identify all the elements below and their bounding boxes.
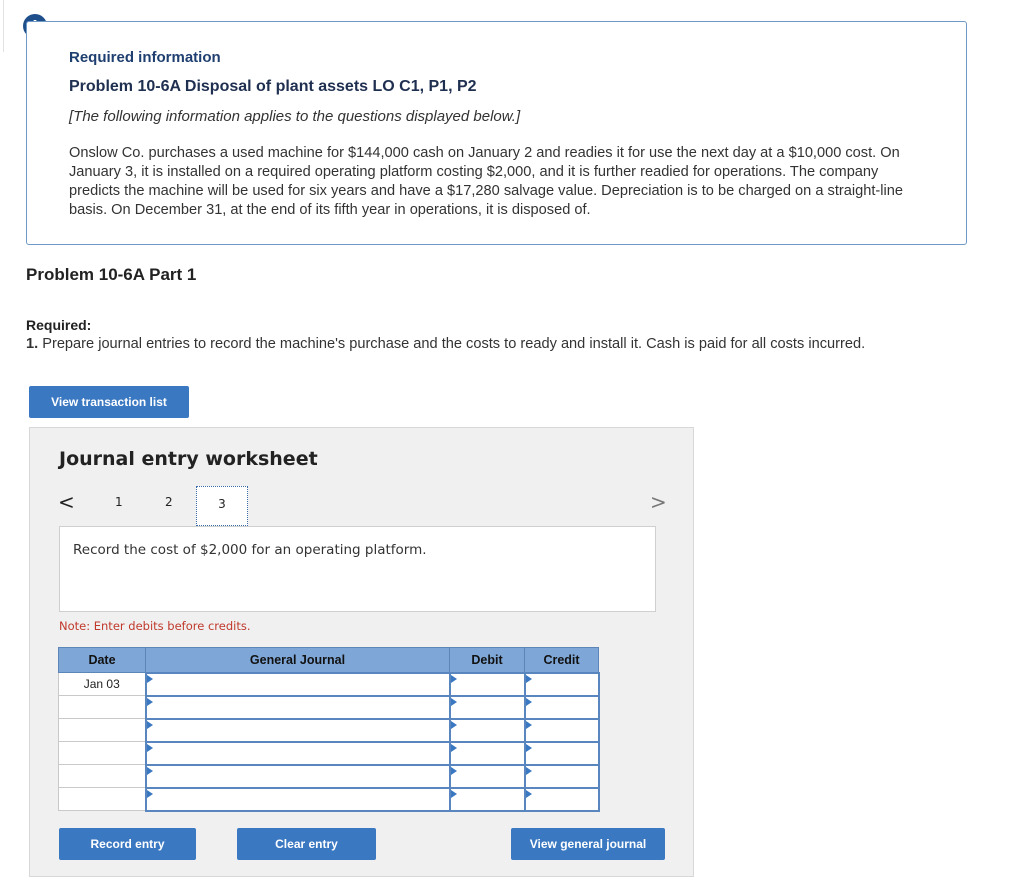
account-input[interactable] [146, 673, 450, 696]
journal-table [58, 647, 600, 812]
date-cell [59, 788, 146, 811]
journal-header-row [59, 648, 599, 673]
general-journal-column-header: General Journal [146, 648, 450, 673]
next-chevron-icon[interactable]: > [650, 490, 667, 514]
date-cell [59, 742, 146, 765]
record-entry-button[interactable]: Record entry [59, 828, 196, 860]
debit-input[interactable] [450, 788, 525, 811]
credit-column-header: Credit [525, 648, 599, 673]
date-cell [59, 765, 146, 788]
worksheet-page-3-current[interactable]: 3 [196, 486, 248, 526]
table-row [59, 742, 599, 765]
date-column-header: Date [59, 648, 146, 673]
required-label: Required: [26, 317, 92, 333]
required-instruction-text: Prepare journal entries to record the machine's purchase and the costs to ready and install it. Cash is paid for all costs incurred. [38, 336, 866, 352]
date-cell [59, 696, 146, 719]
previous-chevron-icon[interactable]: < [58, 490, 75, 514]
debit-input[interactable] [450, 696, 525, 719]
debit-input[interactable] [450, 742, 525, 765]
credit-input[interactable] [525, 765, 599, 788]
credit-input[interactable] [525, 673, 599, 696]
date-cell [59, 719, 146, 742]
worksheet-page-1[interactable]: 1 [115, 495, 123, 509]
credit-input[interactable] [525, 788, 599, 811]
view-transaction-list-button[interactable]: View transaction list [29, 386, 189, 418]
table-row [59, 788, 599, 811]
problem-description: Onslow Co. purchases a used machine for $144,000 cash on January 2 and readies it for use the next day at a $10,000 cost. On January 3, it is installed on a required operating platform costing $2,000, and it is further readied for operations. The company predicts the machine will be used for six years and have a $17,280 salvage value. Depreciation is to be charged on a straight-line basis. On December 31, at the end of its fifth year in operations, it is disposed of. [69, 145, 903, 218]
table-row [59, 696, 599, 719]
journal-entry-worksheet [29, 427, 694, 877]
worksheet-page-2[interactable]: 2 [165, 495, 173, 509]
table-row [59, 765, 599, 788]
required-number: 1. [26, 336, 39, 352]
table-row [59, 719, 599, 742]
worksheet-title: Journal entry worksheet [59, 448, 318, 470]
debit-input[interactable] [450, 765, 525, 788]
debit-input[interactable] [450, 719, 525, 742]
problem-title: Problem 10-6A Disposal of plant assets LO C1, P1, P2 [69, 78, 477, 95]
left-edge-divider [0, 0, 4, 52]
account-input[interactable] [146, 696, 450, 719]
account-input[interactable] [146, 765, 450, 788]
debit-input[interactable] [450, 673, 525, 696]
debits-before-credits-note: Note: Enter debits before credits. [59, 619, 251, 633]
table-row [59, 673, 599, 696]
applies-note: [The following information applies to the questions displayed below.] [69, 108, 521, 125]
date-cell: Jan 03 [59, 673, 146, 696]
account-input[interactable] [146, 788, 450, 811]
account-input[interactable] [146, 742, 450, 765]
record-instruction-text: Record the cost of $2,000 for an operating platform. [73, 542, 427, 558]
required-information-heading: Required information [69, 49, 221, 66]
clear-entry-button[interactable]: Clear entry [237, 828, 376, 860]
part-title: Problem 10-6A Part 1 [26, 265, 197, 284]
credit-input[interactable] [525, 719, 599, 742]
required-information-panel [26, 21, 967, 245]
required-instruction [26, 336, 865, 352]
account-input[interactable] [146, 719, 450, 742]
credit-input[interactable] [525, 742, 599, 765]
debit-column-header: Debit [450, 648, 525, 673]
view-general-journal-button[interactable]: View general journal [511, 828, 665, 860]
credit-input[interactable] [525, 696, 599, 719]
record-instruction-box [59, 526, 656, 612]
